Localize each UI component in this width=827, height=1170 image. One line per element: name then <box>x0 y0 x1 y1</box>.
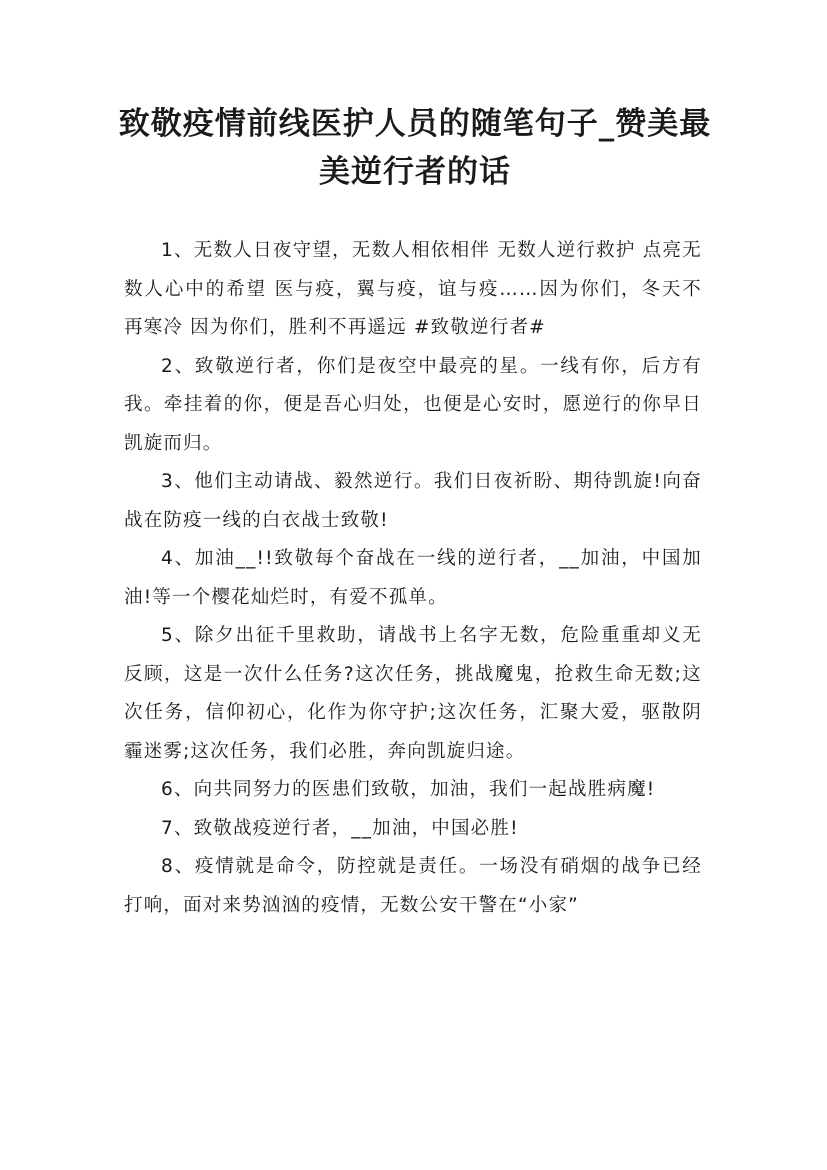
paragraph-4: 4、加油__!!致敬每个奋战在一线的逆行者，__加油，中国加油!等一个樱花灿烂时，有爱不孤单。 <box>124 548 702 608</box>
paragraph-6: 6、向共同努力的医患们致敬，加油，我们一起战胜病魔! <box>161 779 656 800</box>
paragraph-5: 5、除夕出征千里救助，请战书上名字无数，危险重重却义无反顾，这是一次什么任务?这次任务，挑战魔鬼，抢救生命无数;这次任务，信仰初心，化作为你守护;这次任务，汇聚大爱，驱散阴霾迷雾;这次任务，我们必胜，奔向凯旋归途。 <box>124 625 702 762</box>
paragraph-3: 3、他们主动请战、毅然逆行。我们日夜祈盼、期待凯旋!向奋战在防疫一线的白衣战士致敬! <box>124 471 702 531</box>
paragraph-7: 7、致敬战疫逆行者，__加油，中国必胜! <box>161 817 519 839</box>
paragraph-8: 8、疫情就是命令，防控就是责任。一场没有硝烟的战争已经打响，面对来势汹汹的疫情，无数公安干警在“小家” <box>124 856 702 916</box>
document-title: 致敬疫情前线医护人员的随笔句子_赞美最美逆行者的话 <box>118 106 712 190</box>
paragraph-1: 1、无数人日夜守望，无数人相依相伴 无数人逆行救护 点亮无数人心中的希望 医与疫，翼与疫，谊与疫……因为你们，冬天不再寒冷 因为你们，胜利不再遥远 #致敬逆行者# <box>124 240 702 338</box>
paragraph-2: 2、致敬逆行者，你们是夜空中最亮的星。一线有你，后方有我。牵挂着的你，便是吾心归处，也便是心安时，愿逆行的你早日凯旋而归。 <box>124 355 702 454</box>
document-body <box>124 232 702 925</box>
